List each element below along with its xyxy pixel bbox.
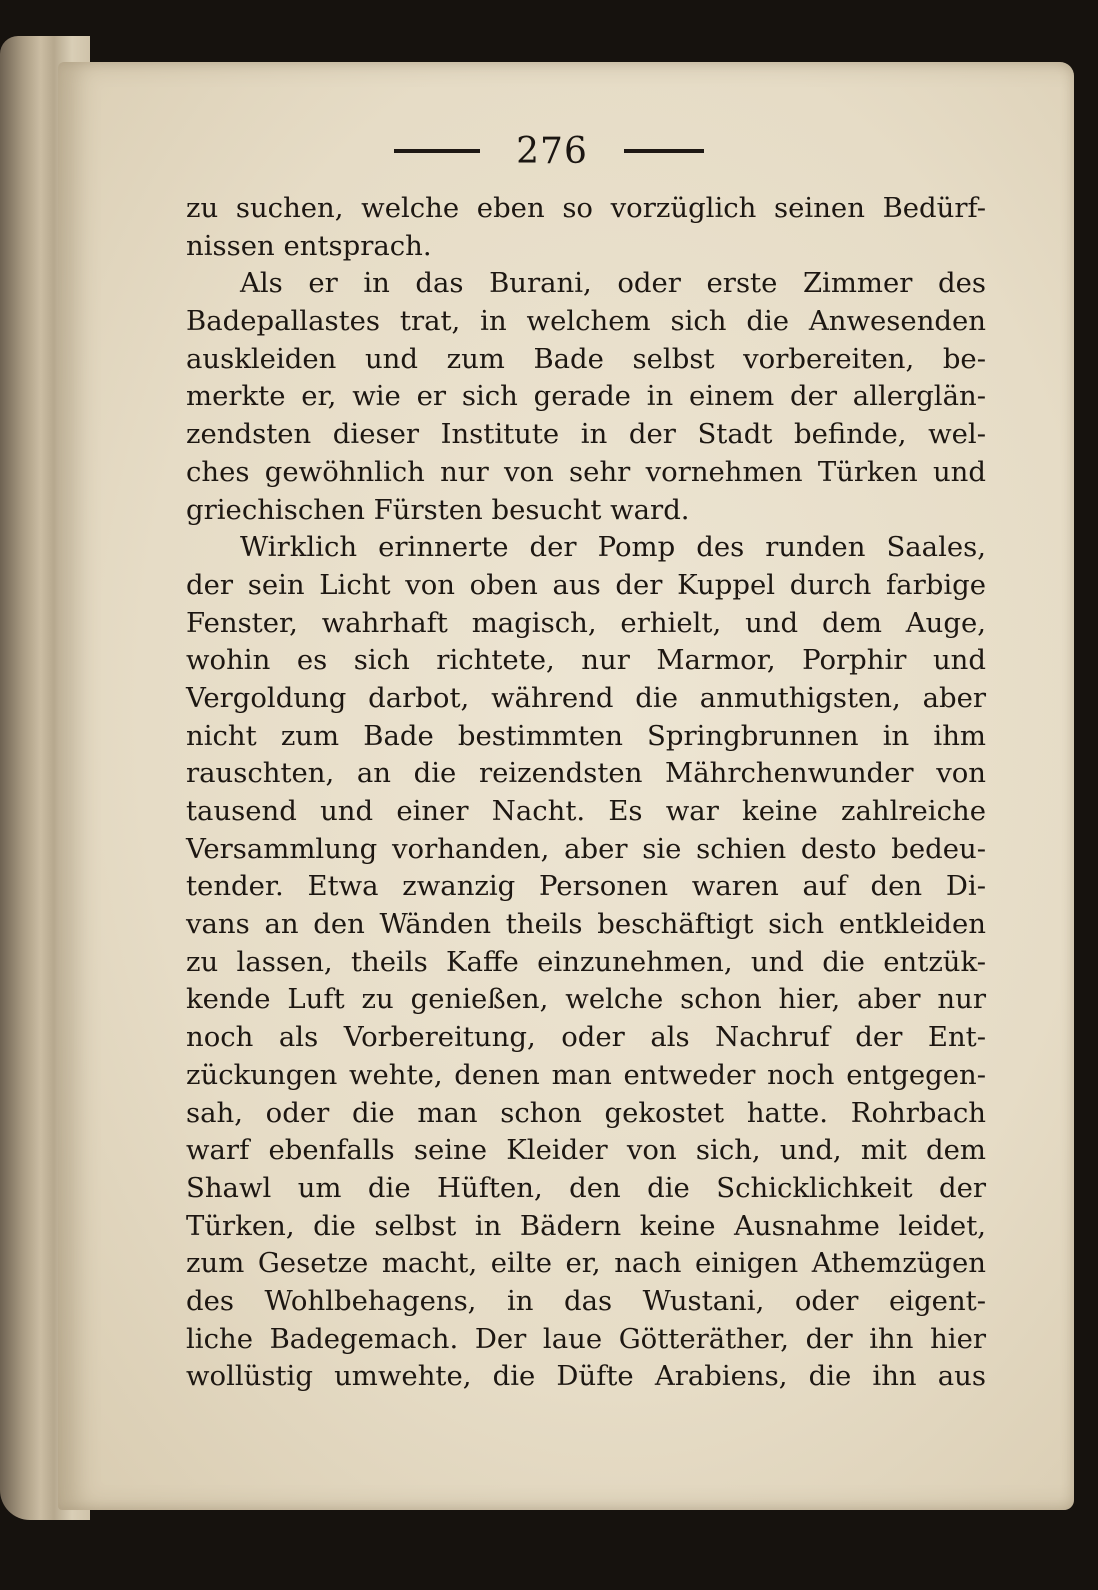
text-line: liche Badegemach. Der laue Götteräther, der ihn hier — [186, 1322, 986, 1355]
text-line: zum Gesetze macht, eilte er, nach einigen Athemzügen — [186, 1247, 986, 1280]
text-line: Versammlung vorhanden, aber sie schien desto bedeu- — [186, 832, 986, 865]
text-line: Shawl um die Hüften, den die Schicklichkeit der — [186, 1171, 986, 1204]
text-line: tausend und einer Nacht. Es war keine zahlreiche — [186, 795, 986, 827]
text-line: ches gewöhnlich nur von sehr vornehmen Türken und — [186, 455, 986, 488]
text-line: wohin es sich richtete, nur Marmor, Porphir und — [186, 644, 986, 677]
text-line: Fenster, wahrhaft magisch, erhielt, und dem Auge, — [186, 606, 986, 639]
text-line: zendsten dieser Institute in der Stadt befinde, wel- — [186, 418, 986, 451]
page-header — [0, 126, 1098, 176]
text-line: Als er in das Burani, oder erste Zimmer des — [240, 267, 986, 300]
text-line: der sein Licht von oben aus der Kuppel durch farbige — [186, 568, 986, 601]
text-line: noch als Vorbereitung, oder als Nachruf der Ent- — [186, 1021, 986, 1054]
text-line: auskleiden und zum Bade selbst vorbereiten, be- — [186, 342, 986, 375]
text-line: kende Luft zu genießen, welche schon hier, aber nur — [186, 983, 986, 1016]
text-line: wollüstig umwehte, die Düfte Arabiens, die ihn aus — [186, 1360, 986, 1393]
text-line: merkte er, wie er sich gerade in einem der allerglän- — [186, 380, 986, 413]
body-text — [186, 190, 986, 1396]
page-number: 276 — [516, 130, 588, 172]
text-line: nicht zum Bade bestimmten Springbrunnen in ihm — [186, 719, 986, 752]
text-line: Vergoldung darbot, während die anmuthigsten, aber — [186, 681, 986, 714]
text-line: rauschten, an die reizendsten Mährchenwunder von — [186, 757, 986, 790]
header-rule-left — [394, 149, 480, 153]
text-line: nissen entsprach. — [186, 229, 432, 262]
text-line: des Wohlbehagens, in das Wustani, oder eigent- — [186, 1284, 986, 1317]
header-rule-right — [624, 149, 704, 153]
text-line: vans an den Wänden theils beschäftigt sich entkleiden — [186, 908, 986, 941]
text-line: Wirklich erinnerte der Pomp des runden Saales, — [240, 531, 986, 564]
text-line: sah, oder die man schon gekostet hatte. Rohrbach — [186, 1096, 986, 1129]
text-line: zückungen wehte, denen man entweder noch entgegen- — [186, 1058, 986, 1091]
text-line: Badepallastes trat, in welchem sich die Anwesenden — [186, 305, 986, 338]
text-line: griechischen Fürsten besucht ward. — [186, 493, 690, 526]
text-line: zu suchen, welche eben so vorzüglich seinen Bedürf- — [186, 192, 986, 224]
text-line: tender. Etwa zwanzig Personen waren auf den Di- — [186, 870, 986, 903]
text-line: warf ebenfalls seine Kleider von sich, und, mit dem — [186, 1134, 986, 1167]
text-line: Türken, die selbst in Bädern keine Ausnahme leidet, — [186, 1209, 986, 1242]
text-line: zu lassen, theils Kaffe einzunehmen, und die entzük- — [186, 945, 986, 978]
